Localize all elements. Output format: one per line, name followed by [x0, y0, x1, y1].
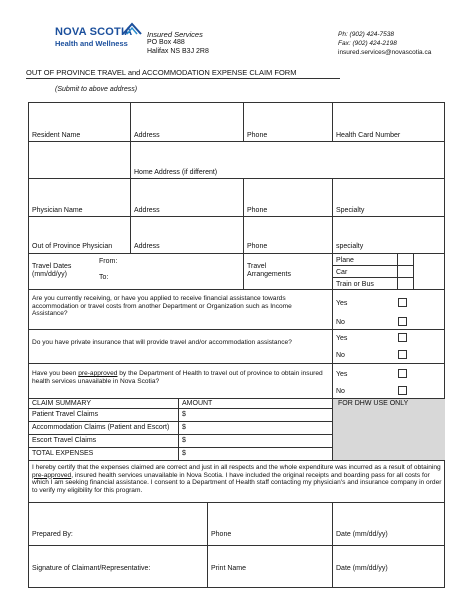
logo: [55, 26, 145, 56]
travel-arrangements-label: Travel: [247, 263, 267, 270]
q2-yes-label: Yes: [336, 335, 348, 342]
amount-header: AMOUNT: [182, 400, 213, 407]
health-card-label: Health Card Number: [336, 132, 401, 139]
escort-travel-amount[interactable]: $: [182, 437, 186, 444]
patient-travel-amount[interactable]: $: [182, 411, 186, 418]
plane-checkbox[interactable]: [398, 254, 412, 264]
email-address: insured.services@novascotia.ca: [338, 49, 432, 56]
option-plane: Plane: [336, 257, 354, 264]
oop-phone-label: Phone: [247, 243, 268, 250]
claim-summary-header: CLAIM SUMMARY: [32, 400, 91, 407]
option-car: Car: [336, 269, 348, 276]
certification-statement: I hereby certify that the expenses claimed are correct and just in all respects and the whole expenditure was incurred as a result of obtaining pre-approved, insured health services unavailable in Nova Scotia. I have included the original receipts and boarding pass for all costs for which I am seeking financial assistance. I consent to a Department of Health staff contacting my physician's and insurance company in order to verify my eligibility for this program.: [32, 464, 442, 494]
org-address: [147, 30, 209, 56]
question-financial-assistance: Are you currently receiving, or have you applied to receive financial assistance towards accommodation or travel costs from another Department or Organization such as Income Assistance?: [32, 295, 292, 318]
total-expenses-amount[interactable]: $: [182, 450, 186, 457]
prepared-by-label: Prepared By:: [32, 531, 73, 538]
resident-phone-label: Phone: [247, 132, 268, 139]
q3-no-label: No: [336, 388, 345, 395]
physician-specialty-label: Specialty: [336, 207, 365, 214]
question-pre-approved: Have you been pre-approved by the Department of Health to travel out of province to obtain insured health services unavailable in Nova Scotia?: [32, 370, 323, 385]
resident-address-label: Address: [134, 132, 160, 139]
pre-approved-underlined: pre-approved: [78, 370, 118, 377]
accommodation-claims-label: Accommodation Claims (Patient and Escort): [32, 424, 170, 431]
q1-yes-checkbox[interactable]: [398, 298, 407, 307]
dhw-use-only-header: FOR DHW USE ONLY: [338, 400, 409, 407]
prepared-date-label: Date (mm/dd/yy): [336, 531, 388, 538]
physician-name-label: Physician Name: [32, 207, 83, 214]
travel-dates-format: (mm/dd/yy): [32, 271, 67, 278]
q2-no-checkbox[interactable]: [398, 350, 407, 359]
q1-no-checkbox[interactable]: [398, 317, 407, 326]
q2-yes-checkbox[interactable]: [398, 333, 407, 342]
po-box: PO Box 488: [147, 39, 185, 46]
q3-yes-checkbox[interactable]: [398, 369, 407, 378]
physician-phone-label: Phone: [247, 207, 268, 214]
travel-to-label: To:: [99, 274, 109, 281]
q1-no-label: No: [336, 319, 345, 326]
question-private-insurance: Do you have private insurance that will provide travel and/or accommodation assistance?: [32, 339, 292, 346]
physician-address-label: Address: [134, 207, 160, 214]
travel-from-label: From:: [99, 258, 118, 265]
q2-no-label: No: [336, 352, 345, 359]
logo-wordmark: NOVA SCOTIA: [55, 26, 133, 38]
signature-date-label: Date (mm/dd/yy): [336, 565, 388, 572]
flag-icon: [121, 22, 143, 36]
q1-yes-label: Yes: [336, 300, 348, 307]
oop-specialty-label: specialty: [336, 243, 364, 250]
oop-address-label: Address: [134, 243, 160, 250]
logo-subtitle: Health and Wellness: [55, 39, 128, 48]
prepared-phone-label: Phone: [211, 531, 232, 538]
submit-note: (Submit to above address): [55, 86, 138, 93]
patient-travel-claims-label: Patient Travel Claims: [32, 411, 99, 418]
train-bus-checkbox[interactable]: [398, 278, 412, 288]
form-title: OUT OF PROVINCE TRAVEL and ACCOMMODATION EXPENSE CLAIM FORM: [26, 68, 297, 77]
fax-number: Fax: (902) 424-2198: [338, 40, 397, 47]
resident-name-label: Resident Name: [32, 132, 81, 139]
q3-yes-label: Yes: [336, 371, 348, 378]
contact-info: [338, 30, 431, 57]
option-train-bus: Train or Bus: [336, 281, 374, 288]
signature-label: Signature of Claimant/Representative:: [32, 565, 151, 572]
cert-pre-approved-underlined: pre-approved: [32, 471, 72, 479]
org-name: Insured Services: [147, 30, 203, 39]
q3-no-checkbox[interactable]: [398, 386, 407, 395]
home-address-label: Home Address (if different): [134, 169, 218, 176]
phone-number: Ph: (902) 424-7538: [338, 31, 395, 38]
travel-dates-label: Travel Dates: [32, 263, 72, 270]
accommodation-amount[interactable]: $: [182, 424, 186, 431]
escort-travel-claims-label: Escort Travel Claims: [32, 437, 97, 444]
print-name-label: Print Name: [211, 565, 247, 572]
travel-arrangements-label-2: Arrangements: [247, 271, 291, 278]
car-checkbox[interactable]: [398, 266, 412, 276]
city-postal: Halifax NS B3J 2R8: [147, 47, 209, 55]
total-expenses-label: TOTAL EXPENSES: [32, 450, 94, 457]
oop-physician-label: Out of Province Physician: [32, 243, 113, 250]
